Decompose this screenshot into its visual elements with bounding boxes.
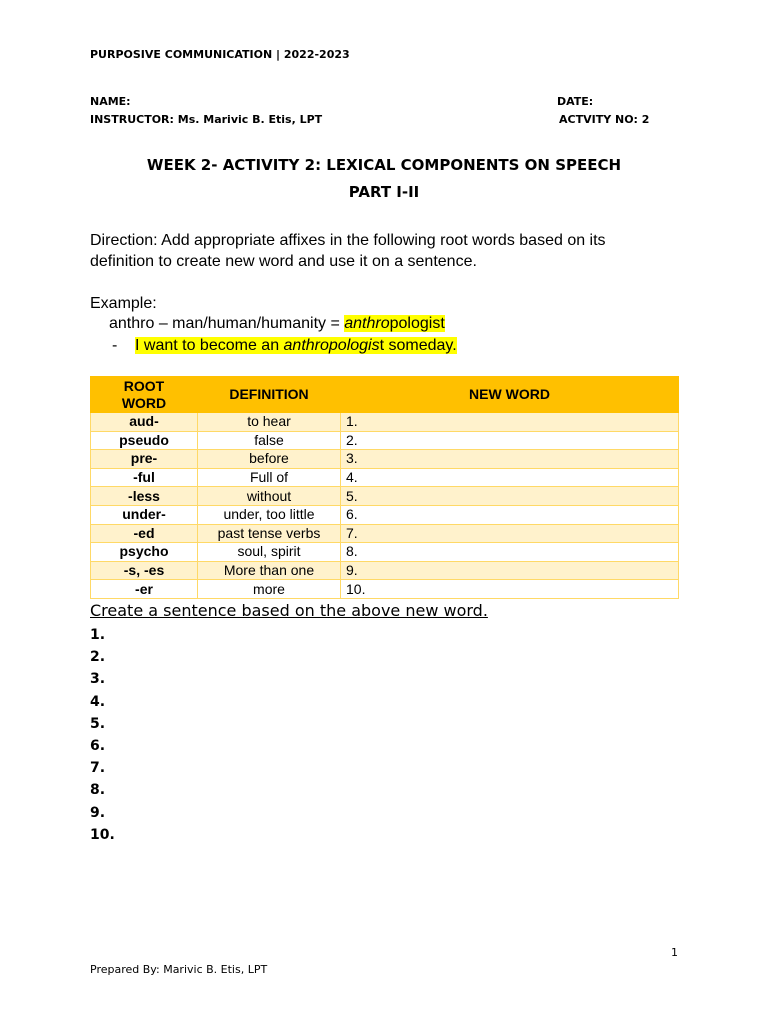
example-word-italic: anthro — [344, 315, 390, 332]
definition-cell: before — [198, 450, 341, 469]
list-item[interactable]: 7. — [90, 760, 106, 777]
sentence-list — [90, 624, 115, 846]
table-row — [91, 505, 679, 524]
example-sentence-highlight — [135, 337, 457, 354]
vocabulary-table — [90, 376, 679, 599]
new-word-cell[interactable]: 2. — [341, 431, 679, 450]
root-cell: -ful — [91, 468, 198, 487]
definition-cell: to hear — [198, 413, 341, 432]
root-cell: -er — [91, 580, 198, 599]
table-row — [91, 413, 679, 432]
example-sentence — [135, 335, 457, 356]
page-number: 1 — [671, 946, 678, 959]
example-bullet: - — [112, 337, 118, 354]
prepared-by: Prepared By: Marivic B. Etis, LPT — [90, 963, 268, 976]
new-word-cell[interactable]: 3. — [341, 450, 679, 469]
definition-cell: Full of — [198, 468, 341, 487]
table-row — [91, 543, 679, 562]
activity-number: ACTVITY NO: 2 — [559, 113, 650, 126]
table-row — [91, 431, 679, 450]
definition-cell: without — [198, 487, 341, 506]
activity-subtitle: PART I-II — [348, 183, 420, 201]
root-cell: -less — [91, 487, 198, 506]
table-row — [91, 487, 679, 506]
new-word-cell[interactable]: 5. — [341, 487, 679, 506]
example-word-highlight — [344, 315, 445, 332]
direction-line-1: Direction: Add appropriate affixes in the following root words based on its — [90, 232, 606, 249]
new-word-cell[interactable]: 9. — [341, 561, 679, 580]
new-word-cell[interactable]: 4. — [341, 468, 679, 487]
header-root-line-1: ROOT — [123, 377, 165, 394]
definition-cell: under, too little — [198, 505, 341, 524]
direction-line-2: definition to create new word and use it on a sentence. — [90, 253, 477, 270]
new-word-cell[interactable]: 8. — [341, 543, 679, 562]
table-row — [91, 450, 679, 469]
name-label: NAME: — [90, 95, 131, 108]
instructor-label: INSTRUCTOR: Ms. Marivic B. Etis, LPT — [90, 113, 323, 126]
new-word-cell[interactable]: 10. — [341, 580, 679, 599]
example-sentence-italic: anthropologis — [283, 337, 380, 354]
header-definition: DEFINITION — [198, 377, 341, 413]
definition-cell: false — [198, 431, 341, 450]
example-sentence-end: t someday. — [379, 337, 457, 354]
date-label: DATE: — [557, 95, 594, 108]
definition-cell: past tense verbs — [198, 524, 341, 543]
header-root-word — [91, 377, 198, 413]
example-word-rest: pologist — [389, 315, 445, 332]
definition-cell: more — [198, 580, 341, 599]
list-item[interactable]: 2. — [90, 649, 106, 666]
root-cell: pseudo — [91, 431, 198, 450]
definition-cell: soul, spirit — [198, 543, 341, 562]
new-word-cell[interactable]: 1. — [341, 413, 679, 432]
list-item[interactable]: 5. — [90, 715, 106, 732]
list-item[interactable]: 3. — [90, 671, 106, 688]
header-new-word: NEW WORD — [341, 377, 679, 413]
root-cell: psycho — [91, 543, 198, 562]
list-item[interactable]: 10. — [90, 826, 115, 843]
root-cell: -s, -es — [91, 561, 198, 580]
table-row — [91, 580, 679, 599]
header-root-line-2: WORD — [121, 394, 167, 411]
table-row — [91, 561, 679, 580]
list-item[interactable]: 8. — [90, 782, 106, 799]
table-row — [91, 524, 679, 543]
root-cell: aud- — [91, 413, 198, 432]
example-sentence-start: I want to become an — [135, 337, 284, 354]
course-header: PURPOSIVE COMMUNICATION | 2022-2023 — [90, 48, 350, 61]
root-cell: under- — [91, 505, 198, 524]
list-item[interactable]: 4. — [90, 693, 106, 710]
table-header-row — [91, 377, 679, 413]
definition-cell: More than one — [198, 561, 341, 580]
list-item[interactable]: 1. — [90, 627, 106, 643]
list-item[interactable]: 9. — [90, 804, 106, 821]
example-definition-prefix: anthro – man/human/humanity = — [109, 315, 345, 332]
sentence-section-title: Create a sentence based on the above new word. — [90, 601, 488, 620]
activity-title: WEEK 2- ACTIVITY 2: LEXICAL COMPONENTS ON SPEECH — [146, 156, 622, 174]
root-cell: -ed — [91, 524, 198, 543]
new-word-cell[interactable]: 6. — [341, 505, 679, 524]
new-word-cell[interactable]: 7. — [341, 524, 679, 543]
list-item[interactable]: 6. — [90, 738, 106, 755]
root-cell: pre- — [91, 450, 198, 469]
example-label: Example: — [90, 295, 157, 312]
table-row — [91, 468, 679, 487]
example-definition — [109, 313, 445, 334]
